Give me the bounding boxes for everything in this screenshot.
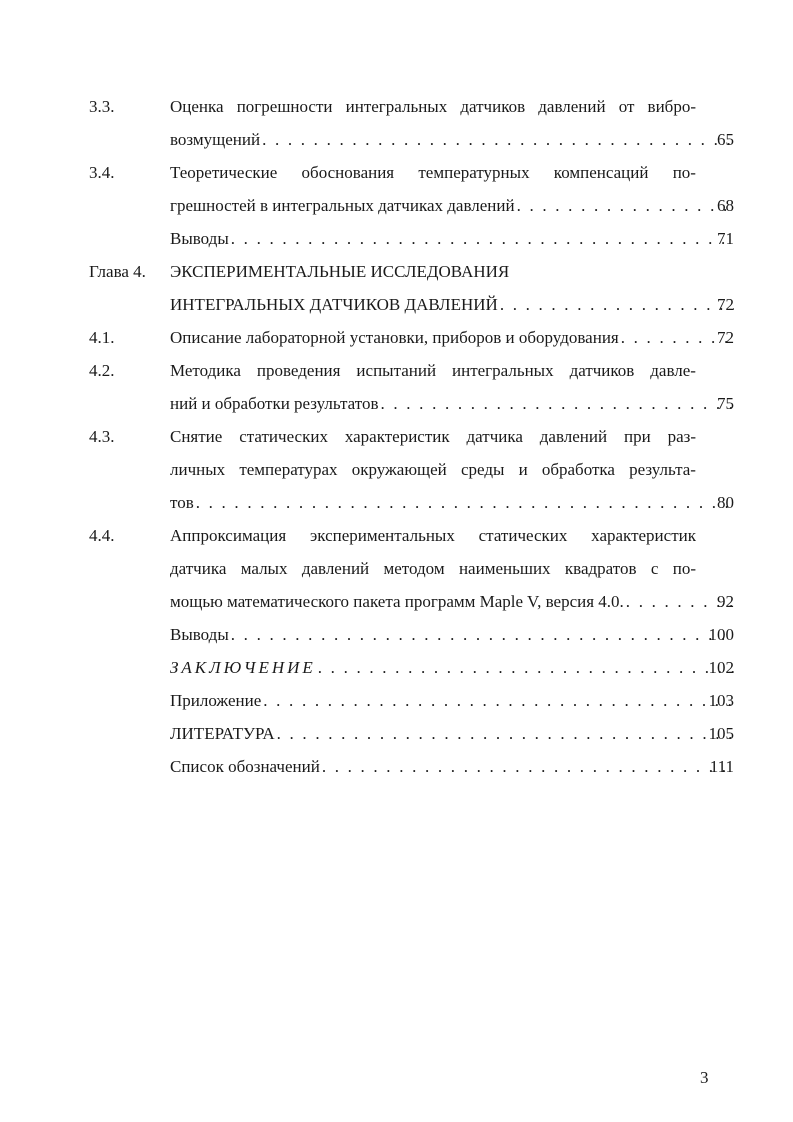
dot-leader-row bbox=[170, 488, 734, 518]
toc-entry-4-2-line-1 bbox=[0, 356, 793, 386]
word: датчиков bbox=[569, 361, 635, 380]
dot-leader-row bbox=[170, 389, 734, 419]
page-ref: 80 bbox=[717, 493, 734, 512]
section-title-justified bbox=[170, 422, 696, 452]
toc-entry-4-2-line-2 bbox=[0, 389, 793, 419]
section-title: грешностей в интегральных датчиках давлений bbox=[170, 196, 515, 215]
section-number: 4.4. bbox=[89, 526, 115, 545]
section-title-justified bbox=[170, 158, 696, 188]
word: наименьших bbox=[458, 559, 551, 578]
section-title-justified bbox=[170, 521, 696, 551]
toc-entry-3-4-line-2 bbox=[0, 191, 793, 221]
dot-leader-row bbox=[170, 719, 734, 749]
page-ref: 103 bbox=[708, 691, 734, 710]
section-title: Выводы bbox=[170, 625, 229, 644]
word: давлений bbox=[539, 427, 608, 446]
dot-leader bbox=[231, 620, 734, 650]
chapter-number: Глава 4. bbox=[89, 262, 146, 281]
word: обоснования bbox=[301, 163, 395, 182]
toc-entry-literature bbox=[0, 719, 793, 749]
section-title: Выводы bbox=[170, 229, 229, 248]
word: по- bbox=[672, 163, 696, 182]
toc-entry-4-4-line-1 bbox=[0, 521, 793, 551]
word: экспериментальных bbox=[309, 526, 455, 545]
page-ref: 75 bbox=[717, 394, 734, 413]
toc-entry-3-3-line-2 bbox=[0, 125, 793, 155]
page-ref: 65 bbox=[717, 130, 734, 149]
word: температурах bbox=[239, 460, 338, 479]
word: интегральных bbox=[345, 97, 448, 116]
word: давле- bbox=[650, 361, 696, 380]
page-number: 3 bbox=[700, 1068, 709, 1087]
dot-leader-row bbox=[170, 323, 734, 353]
word: по- bbox=[672, 559, 696, 578]
word: от bbox=[618, 97, 635, 116]
toc-entry-3-4-line-1 bbox=[0, 158, 793, 188]
toc-entry-vyvody-ch3 bbox=[0, 224, 793, 254]
word: давлений bbox=[301, 559, 370, 578]
chapter-title: ИНТЕГРАЛЬНЫХ ДАТЧИКОВ ДАВЛЕНИЙ bbox=[170, 295, 498, 314]
page-ref: 102 bbox=[708, 658, 734, 677]
toc-entry-4-3-line-1 bbox=[0, 422, 793, 452]
toc-chapter-4-line-2 bbox=[0, 290, 793, 320]
toc-entry-vyvody-ch4 bbox=[0, 620, 793, 650]
word: температурных bbox=[418, 163, 530, 182]
word: статических bbox=[239, 427, 328, 446]
dot-leader-row bbox=[170, 686, 734, 716]
section-title: ЗАКЛЮЧЕНИЕ bbox=[170, 658, 316, 677]
section-number: 3.4. bbox=[89, 163, 115, 182]
word: и bbox=[518, 460, 528, 479]
toc-entry-appendix bbox=[0, 686, 793, 716]
word: вибро- bbox=[647, 97, 696, 116]
dot-leader bbox=[196, 488, 734, 518]
word: Методика bbox=[170, 361, 241, 380]
section-title: Описание лабораторной установки, приборов и оборудования bbox=[170, 328, 619, 347]
dot-leader bbox=[500, 290, 734, 320]
dot-leader-row bbox=[170, 620, 734, 650]
toc-entry-4-3-line-2 bbox=[0, 455, 793, 485]
word: обработка bbox=[541, 460, 615, 479]
word: компенсаций bbox=[553, 163, 649, 182]
section-title-justified bbox=[170, 356, 696, 386]
word: Оценка bbox=[170, 97, 224, 116]
chapter-title: ЭКСПЕРИМЕНТАЛЬНЫЕ ИССЛЕДОВАНИЯ bbox=[170, 262, 510, 281]
word: погрешности bbox=[236, 97, 333, 116]
word: Аппроксимация bbox=[170, 526, 287, 545]
dot-leader bbox=[263, 686, 734, 716]
toc-entry-symbols bbox=[0, 752, 793, 782]
page-ref: 72 bbox=[717, 295, 734, 314]
dot-leader-row bbox=[170, 191, 734, 221]
dot-leader-row bbox=[170, 653, 734, 683]
word: датчика bbox=[466, 427, 523, 446]
section-number: 4.1. bbox=[89, 328, 115, 347]
dot-leader-row bbox=[170, 587, 734, 617]
word: окружающей bbox=[351, 460, 447, 479]
dot-leader-row bbox=[170, 224, 734, 254]
section-title: возмущений bbox=[170, 130, 261, 149]
section-title-justified bbox=[170, 92, 696, 122]
word: раз- bbox=[667, 427, 696, 446]
word: Снятие bbox=[170, 427, 223, 446]
page-ref: 72 bbox=[717, 328, 734, 347]
dot-leader bbox=[318, 653, 734, 683]
word: интегральных bbox=[452, 361, 554, 380]
section-title: ЛИТЕРАТУРА bbox=[170, 724, 275, 743]
word: характеристик bbox=[591, 526, 696, 545]
word: результа- bbox=[629, 460, 696, 479]
word: при bbox=[623, 427, 651, 446]
section-title-justified bbox=[170, 455, 696, 485]
section-title: Список обозначений bbox=[170, 757, 320, 776]
word: малых bbox=[240, 559, 288, 578]
page-ref: 68 bbox=[717, 196, 734, 215]
word: проведения bbox=[256, 361, 341, 380]
word: методом bbox=[383, 559, 445, 578]
word: Теоретические bbox=[170, 163, 278, 182]
word: статических bbox=[478, 526, 568, 545]
word: давлений bbox=[538, 97, 606, 116]
dot-leader bbox=[277, 719, 734, 749]
toc-entry-conclusion bbox=[0, 653, 793, 683]
page-ref: 71 bbox=[717, 229, 734, 248]
toc-entry-4-1 bbox=[0, 323, 793, 353]
dot-leader-row bbox=[170, 752, 734, 782]
word: датчика bbox=[170, 559, 227, 578]
word: квадратов bbox=[564, 559, 637, 578]
dot-leader bbox=[262, 125, 734, 155]
page-ref: 105 bbox=[708, 724, 734, 743]
page-ref: 111 bbox=[709, 757, 734, 776]
toc-entry-4-4-line-3 bbox=[0, 587, 793, 617]
word: датчиков bbox=[460, 97, 526, 116]
section-title: ний и обработки результатов bbox=[170, 394, 379, 413]
word: характеристик bbox=[344, 427, 450, 446]
word: с bbox=[650, 559, 659, 578]
toc-chapter-4-line-1 bbox=[0, 257, 793, 287]
dot-leader-row bbox=[170, 125, 734, 155]
dot-leader bbox=[380, 389, 734, 419]
section-title: мощью математического пакета программ Maple V, версия 4.0. bbox=[170, 592, 624, 611]
section-title: тов bbox=[170, 493, 194, 512]
section-number: 3.3. bbox=[89, 97, 115, 116]
toc-entry-4-3-line-3 bbox=[0, 488, 793, 518]
dot-leader bbox=[322, 752, 734, 782]
dot-leader-row bbox=[170, 290, 734, 320]
section-number: 4.3. bbox=[89, 427, 115, 446]
section-title: Приложение bbox=[170, 691, 262, 710]
page-ref: 100 bbox=[708, 625, 734, 644]
page-ref: 92 bbox=[717, 592, 734, 611]
toc-entry-4-4-line-2 bbox=[0, 554, 793, 584]
dot-leader bbox=[517, 191, 734, 221]
word: испытаний bbox=[356, 361, 437, 380]
dot-leader bbox=[231, 224, 734, 254]
word: личных bbox=[170, 460, 226, 479]
section-title-justified bbox=[170, 554, 696, 584]
word: среды bbox=[460, 460, 505, 479]
section-number: 4.2. bbox=[89, 361, 115, 380]
toc-entry-3-3-line-1 bbox=[0, 92, 793, 122]
